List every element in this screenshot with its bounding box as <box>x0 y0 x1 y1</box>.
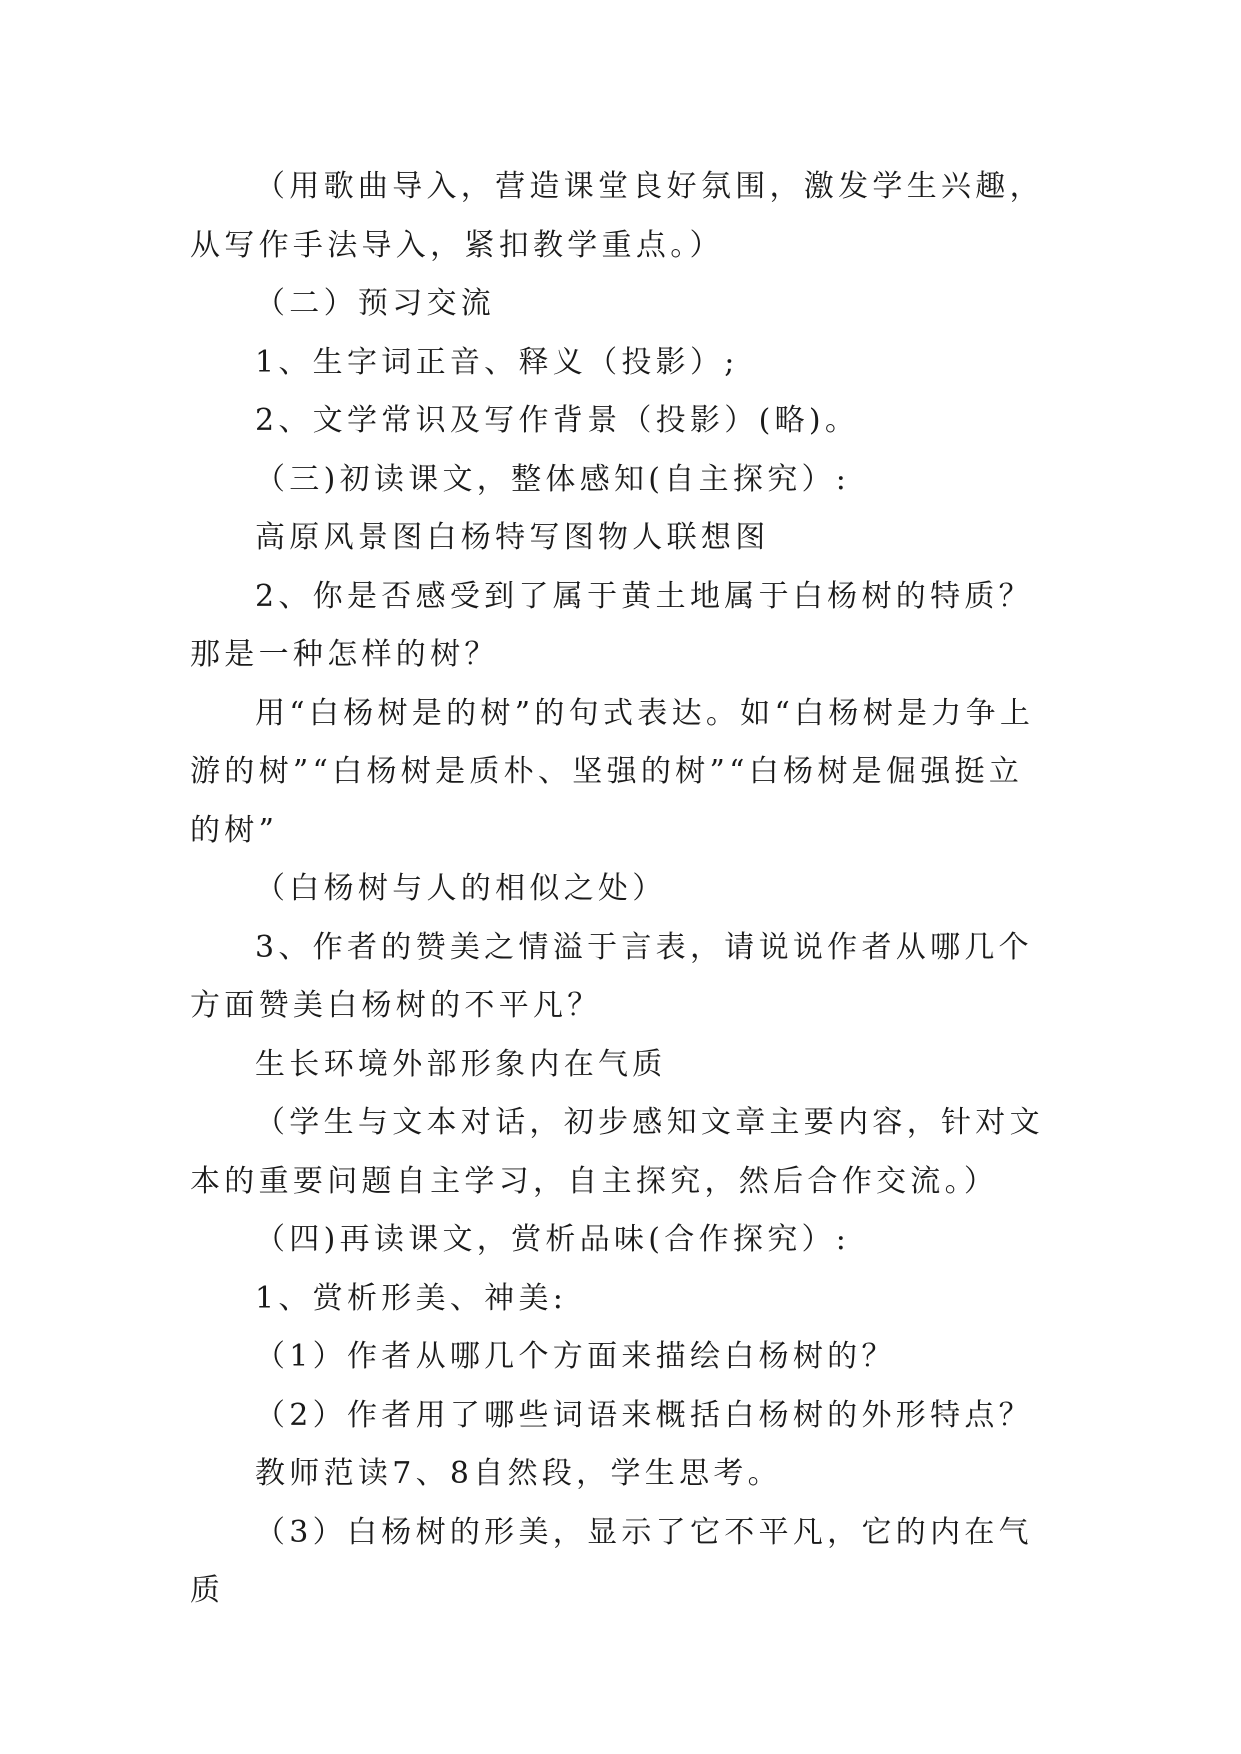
paragraph-teacher-reading: 教师范读7、8自然段，学生思考。 <box>255 1456 782 1491</box>
section-heading-preview-exchange: （二）预习交流 <box>255 286 496 321</box>
question-item-3: 3、作者的赞美之情溢于言表，请说说作者从哪几个方面赞美白杨树的不平凡？ <box>190 929 1033 1023</box>
document-body <box>190 158 1050 1621</box>
paragraph-picture-list: 高原风景图白杨特写图物人联想图 <box>255 520 770 555</box>
section-heading-first-reading: （三)初读课文，整体感知(自主探究）: <box>255 461 851 497</box>
sub-question-2: （2）作者用了哪些词语来概括白杨树的外形特点？ <box>255 1397 1033 1433</box>
paragraph-sentence-pattern: 用“白杨树是的树”的句式表达。如“白杨树是力争上游的树”“白杨树是质朴、坚强的树”“白杨树是倔强挺立的树” <box>190 695 1035 848</box>
sub-question-1: （1）作者从哪几个方面来描绘白杨树的？ <box>255 1339 896 1374</box>
list-item-new-words: 1、生字词正音、释义（投影）; <box>255 344 739 380</box>
list-item-appreciation: 1、赏析形美、神美: <box>255 1280 568 1316</box>
sub-question-3: （3）白杨树的形美，显示了它不平凡，它的内在气质 <box>190 1514 1033 1608</box>
paragraph-aspects: 生长环境外部形象内在气质 <box>255 1046 667 1082</box>
paragraph-similarity-note: （白杨树与人的相似之处） <box>255 871 667 906</box>
section-heading-second-reading: （四)再读课文，赏析品味(合作探究）: <box>255 1222 851 1257</box>
question-item-2: 2、你是否感受到了属于黄土地属于白杨树的特质？那是一种怎样的树？ <box>190 578 1033 672</box>
paragraph-intro-note: （用歌曲导入，营造课堂良好氛围，激发学生兴趣，从写作手法导入，紧扣教学重点。） <box>190 169 1044 263</box>
paragraph-dialogue-note: （学生与文本对话，初步感知文章主要内容，针对文本的重要问题自主学习，自主探究，然后合作交流。） <box>190 1105 1044 1199</box>
list-item-literary-background: 2、文学常识及写作背景（投影）(略)。 <box>255 403 860 438</box>
